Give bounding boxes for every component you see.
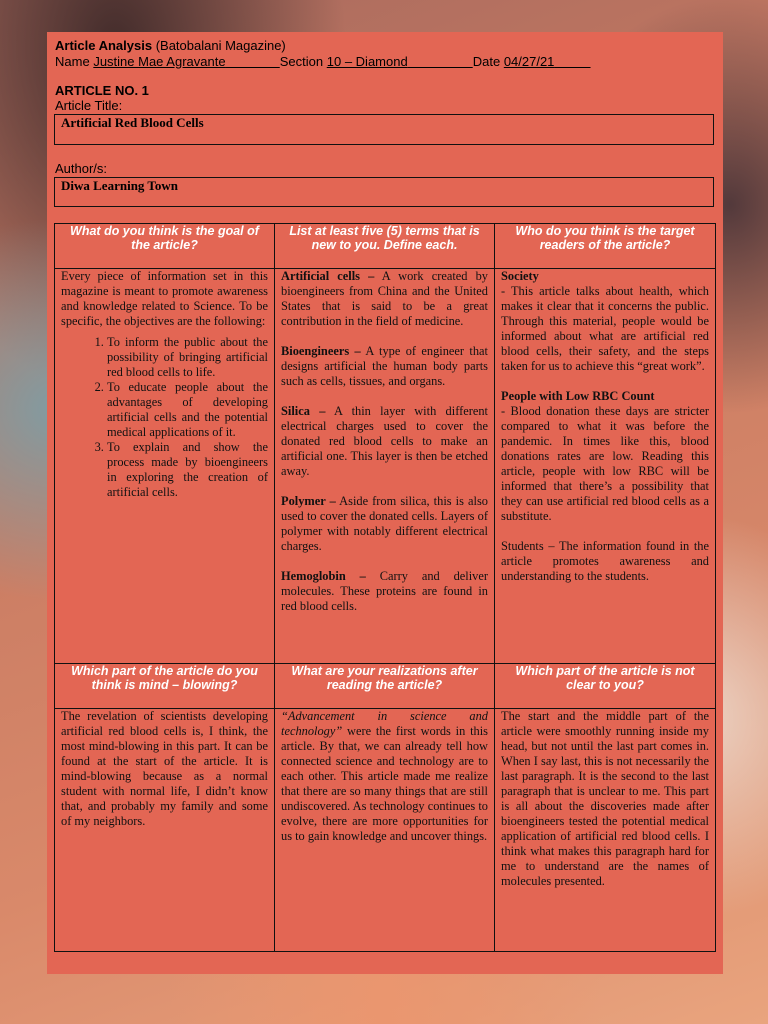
society-text: - This article talks about health, which makes it clear that it concerns the public. Through this material, people would be informed about what are artificial red blood cells, their safety, and the steps taken for us to achieve this “great work”.	[501, 284, 709, 373]
term-name: Silica –	[281, 404, 326, 418]
question-terms: List at least five (5) terms that is new to you. Define each.	[275, 224, 495, 269]
author-box: Diwa Learning Town	[54, 177, 714, 207]
answer-readers	[495, 269, 716, 664]
article-title-label: Article Title:	[55, 98, 123, 113]
term-definition: A type of engineer that designs artificial the human body parts such as cells, tissues, and organs.	[281, 344, 488, 388]
question-mind-blowing: Which part of the article do you think is mind – blowing?	[55, 664, 275, 709]
name-label: Name	[55, 54, 90, 69]
low-rbc-text: - Blood donation these days are stricter compared to what it was before the pandemic. In times like this, blood donations rates are low. Reading this article, people with low RBC will be informed that there’s a possibility that they can use artificial red blood cells as a substitute.	[501, 404, 709, 523]
question-not-clear: Which part of the article is not clear to you?	[495, 664, 716, 709]
section-value: 10 – Diamond	[326, 54, 408, 69]
article-number: ARTICLE NO. 1	[55, 83, 149, 98]
realization-quote: “Advancement in science and technology”	[281, 709, 488, 738]
title-bold: Article Analysis	[55, 38, 153, 53]
students-text: Students – The information found in the article promotes awareness and understanding to the students.	[501, 539, 709, 583]
term-definition: Aside from silica, this is also used to cover the donated cells. Layers of polymer with notably different electrical charges.	[281, 494, 488, 553]
term-name: Hemoglobin –	[281, 569, 366, 583]
term-entry	[281, 569, 488, 614]
term-entry	[281, 404, 488, 479]
low-rbc-title: People with Low RBC Count	[501, 389, 655, 403]
goal-item: 2. To educate people about the advantages of developing artificial cells and the potential medical applications of it.	[107, 380, 268, 440]
realization-text: were the first words in this article. By that, we can already tell how connected science and technology are to each other. This article made me realize that there are so many things that are still undiscovered. As technology continues to evolve, there are more opportunities for us to gain knowledge and uncover things.	[281, 724, 488, 843]
date-value: 04/27/21	[503, 54, 555, 69]
society-title: Society	[501, 269, 539, 283]
question-realizations: What are your realizations after reading the article?	[275, 664, 495, 709]
term-definition: A thin layer with different electrical charges used to cover the donated red blood cells to make an artificial one. This layer is then be etched away.	[281, 404, 488, 478]
name-value: Justine Mae Agravante	[93, 54, 226, 69]
term-name: Polymer –	[281, 494, 336, 508]
term-entry	[281, 269, 488, 329]
section-label: Section	[279, 54, 324, 69]
answer-mind-blowing: The revelation of scientists developing artificial red blood cells is, I think, the most mind-blowing in this part. It can be found at the start of the article. It is mind-blowing because as a normal student with normal life, I didn’t know that, and probably my family and some of my neighbors.	[55, 709, 275, 952]
question-readers: Who do you think is the target readers of the article?	[495, 224, 716, 269]
term-definition: Carry and deliver molecules. These proteins are found in red blood cells.	[281, 569, 488, 613]
goal-item: 3. To explain and show the process made by bioengineers in exploring the creation of artificial cells.	[107, 440, 268, 500]
answer-goal	[55, 269, 275, 664]
student-info-line	[55, 54, 695, 69]
goal-list	[61, 335, 268, 500]
worksheet-title	[55, 38, 286, 53]
question-goal: What do you think is the goal of the article?	[55, 224, 275, 269]
answer-realizations	[275, 709, 495, 952]
date-label: Date	[472, 54, 501, 69]
analysis-table	[54, 223, 716, 952]
term-entry	[281, 344, 488, 389]
term-entry	[281, 494, 488, 554]
title-rest: (Batobalani Magazine)	[155, 38, 286, 53]
term-name: Artificial cells –	[281, 269, 375, 283]
answer-not-clear: The start and the middle part of the article were smoothly running inside my head, but not until the last part comes in. When I say last, this is not necessarily the last paragraph. It is the second to the last paragraph that is unclear to me. This part is all about the discoveries made after bioengineers tested the potential medical application of artificial red blood cells. I think what makes this paragraph hard for me to understand are the names of molecules presented.	[495, 709, 716, 952]
goal-intro: Every piece of information set in this magazine is meant to promote awareness and knowledge related to Science. To be specific, the objectives are the following:	[61, 269, 268, 328]
article-title-box: Artificial Red Blood Cells	[54, 114, 714, 145]
goal-item: 1. To inform the public about the possibility of bringing artificial red blood cells to life.	[107, 335, 268, 380]
term-name: Bioengineers –	[281, 344, 361, 358]
term-definition: A work created by bioengineers from China and the United States that is said to be a great contribution in the field of medicine.	[281, 269, 488, 328]
author-label: Author/s:	[55, 161, 108, 176]
answer-terms	[275, 269, 495, 664]
